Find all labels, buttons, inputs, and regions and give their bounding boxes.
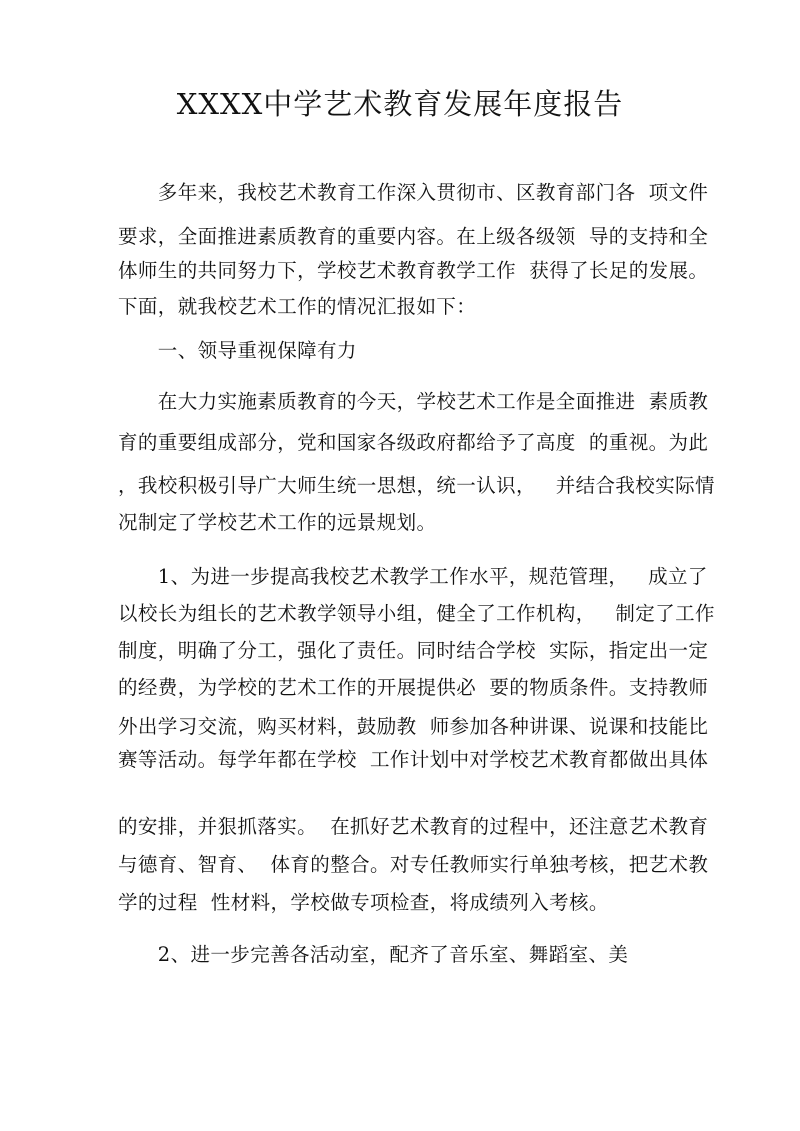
- section-heading: 一、领导重视保障有力: [118, 339, 357, 362]
- body-line: 的经费，为学校的艺术工作的开展提供必 要的物质条件。支持教师: [118, 676, 709, 699]
- body-line: 与德育、智育、 体育的整合。对专任教师实行单独考核，把艺术教: [118, 853, 709, 876]
- body-line: 赛等活动。每学年都在学校 工作计划中对学校艺术教育都做出具体: [118, 748, 709, 771]
- body-line: 在大力实施素质教育的今天，学校艺术工作是全面推进 素质教: [118, 390, 709, 413]
- body-line: 育的重要组成部分，党和国家各级政府都给予了高度 的重视。为此: [118, 431, 709, 454]
- body-line: 况制定了学校艺术工作的远景规划。: [118, 511, 437, 534]
- body-line: 外出学习交流，购买材料，鼓励教 师参加各种讲课、说课和技能比: [118, 715, 709, 738]
- body-line: 2、进一步完善各活动室，配齐了音乐室、舞蹈室、美: [118, 943, 629, 966]
- body-line: 制度，明确了分工，强化了责任。同时结合学校 实际，指定出一定: [118, 639, 709, 662]
- body-line: 多年来，我校艺术教育工作深入贯彻市、区教育部门各 项文件: [118, 181, 709, 204]
- body-line: ，我校积极引导广大师生统一思想，统一认识， 并结合我校实际情: [118, 474, 715, 497]
- body-line: 要求，全面推进素质教育的重要内容。在上级各级领 导的支持和全: [118, 225, 709, 248]
- body-line: 以校长为组长的艺术教学领导小组，健全了工作机构， 制定了工作: [118, 602, 715, 625]
- body-line: 的安排，并狠抓落实。 在抓好艺术教育的过程中，还注意艺术教育: [118, 815, 709, 838]
- body-line: 1、为进一步提高我校艺术教学工作水平，规范管理， 成立了: [118, 565, 708, 588]
- body-line: 下面，就我校艺术工作的情况汇报如下：: [118, 295, 477, 318]
- document-title: XXXX中学艺术教育发展年度报告: [176, 87, 624, 121]
- body-line: 体师生的共同努力下，学校艺术教育教学工作 获得了长足的发展。: [118, 259, 709, 282]
- body-line: 学的过程 性材料，学校做专项检查，将成绩列入考核。: [118, 891, 609, 914]
